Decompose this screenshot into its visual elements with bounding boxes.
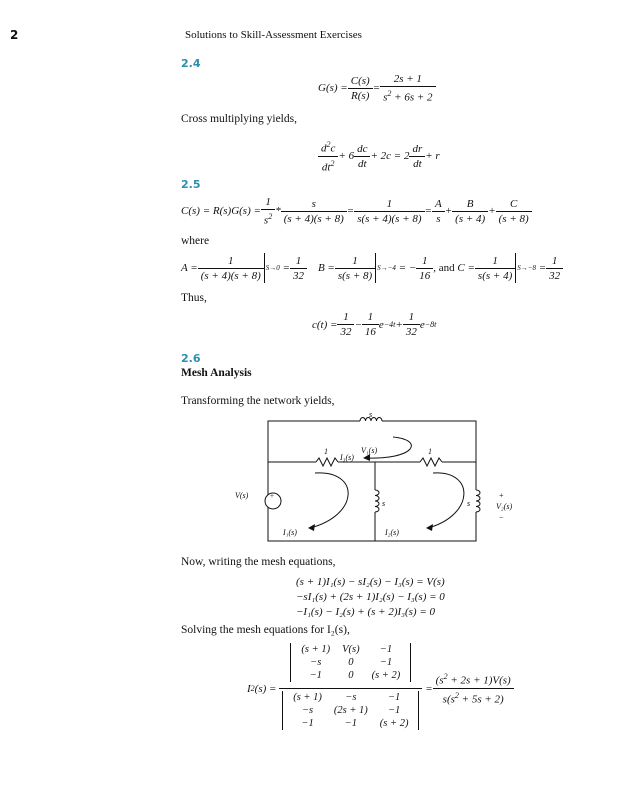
source-label: V(s) bbox=[235, 491, 249, 500]
right-inductor-label: s bbox=[467, 499, 471, 508]
section-2-5-heading: 2.5 bbox=[181, 178, 201, 191]
circuit-diagram bbox=[235, 410, 513, 545]
cross-multiply-text: Cross multiplying yields, bbox=[181, 113, 297, 125]
mesh-equations-text: Now, writing the mesh equations, bbox=[181, 556, 336, 568]
v2-plus-label: + bbox=[499, 491, 504, 500]
mesh-equation-2: −sI₁(s) + (2s + 1)I₂(s) − I₃(s) = 0 bbox=[296, 591, 445, 603]
middle-inductor-label: s bbox=[382, 499, 386, 508]
top-inductor-label: s bbox=[369, 410, 373, 419]
i3-label: I₃(s) bbox=[340, 453, 354, 462]
mesh-equation-1: (s + 1)I₁(s) − sI₂(s) − I₃(s) = V(s) bbox=[296, 576, 445, 588]
left-resistor bbox=[316, 458, 338, 466]
solving-text: Solving the mesh equations for I₂(s), bbox=[181, 624, 350, 636]
right-resistor-label: 1 bbox=[428, 447, 432, 456]
middle-inductor bbox=[375, 490, 379, 512]
right-resistor bbox=[420, 458, 442, 466]
v2-minus-label: − bbox=[499, 513, 504, 522]
and-text: , and bbox=[433, 262, 455, 274]
running-title: Solutions to Skill-Assessment Exercises bbox=[185, 29, 362, 41]
mesh-equation-3: −I₁(s) − I₂(s) + (s + 2)I₃(s) = 0 bbox=[296, 606, 436, 618]
thus-text: Thus, bbox=[181, 292, 207, 304]
cramer-rule-equation: I 2 (s) = (s + 1) V(s) −1 −s 0 −1 −1 0 (s + 2) (s + 1) −s −1 −s (2s + 1) −1 −1 −1 (s + 2) = $\frac{(s^2 + 2s + 1)V(s)}{s(s^2 + 5s + 2)}$ bbox=[247, 643, 514, 734]
circuit-outline bbox=[268, 421, 476, 541]
v1-label: V₁(s) bbox=[361, 446, 378, 455]
residue-equations: A = $\frac{1}{(s + 4)(s + 8)}$ S→0 = $\frac{1}{32}$ B = $\frac{1}{s(s + 8)}$ S→−4 = − $\frac{1}{16}$ , and C = $\frac{1}{s(s + 4)}$ S→−8 = $\frac{1}{32}$ bbox=[181, 253, 563, 283]
mesh-analysis-subheading: Mesh Analysis bbox=[181, 367, 252, 379]
page-number: 2 bbox=[10, 28, 19, 42]
i2-label: I₂(s) bbox=[385, 528, 399, 537]
left-resistor-label: 1 bbox=[324, 447, 328, 456]
section-2-4-heading: 2.4 bbox=[181, 57, 201, 70]
transfer-function-equation: G(s) = $\frac{C(s)}{R(s)}$ = $\frac{2s + 1}{s^2 + 6s + 2}$ bbox=[318, 72, 436, 105]
source-plus-label: + bbox=[270, 492, 274, 500]
where-text: where bbox=[181, 235, 210, 247]
mesh-2-arrow bbox=[428, 473, 464, 528]
time-response-equation: c(t) = $\frac{1}{32}$ − $\frac{1}{16}$ e −4t + $\frac{1}{32}$ e −8t bbox=[312, 311, 437, 338]
transform-text: Transforming the network yields, bbox=[181, 395, 335, 407]
mesh-equations bbox=[296, 575, 445, 620]
section-2-6-heading: 2.6 bbox=[181, 352, 201, 365]
differential-equation: $\frac{d^2c}{dt^2}$ + 6 $\frac{dc}{dt}$ + 2c = 2 $\frac{dr}{dt}$ + r bbox=[318, 138, 440, 174]
mesh-1-arrow bbox=[310, 473, 348, 528]
v2-label: V₂(s) bbox=[496, 502, 513, 511]
partial-fraction-equation: C(s) = R(s)G(s) = $\frac{1}{s^2}$ * $\frac{s}{(s + 4)(s + 8)}$ = $\frac{1}{s(s + 4)(s + 8)}$ = $\frac{A}{s}$ + $\frac{B}{(s + 4)}$ + $\frac{C}{(s + 8)}$ bbox=[181, 195, 532, 228]
i1-label: I₁(s) bbox=[283, 528, 297, 537]
